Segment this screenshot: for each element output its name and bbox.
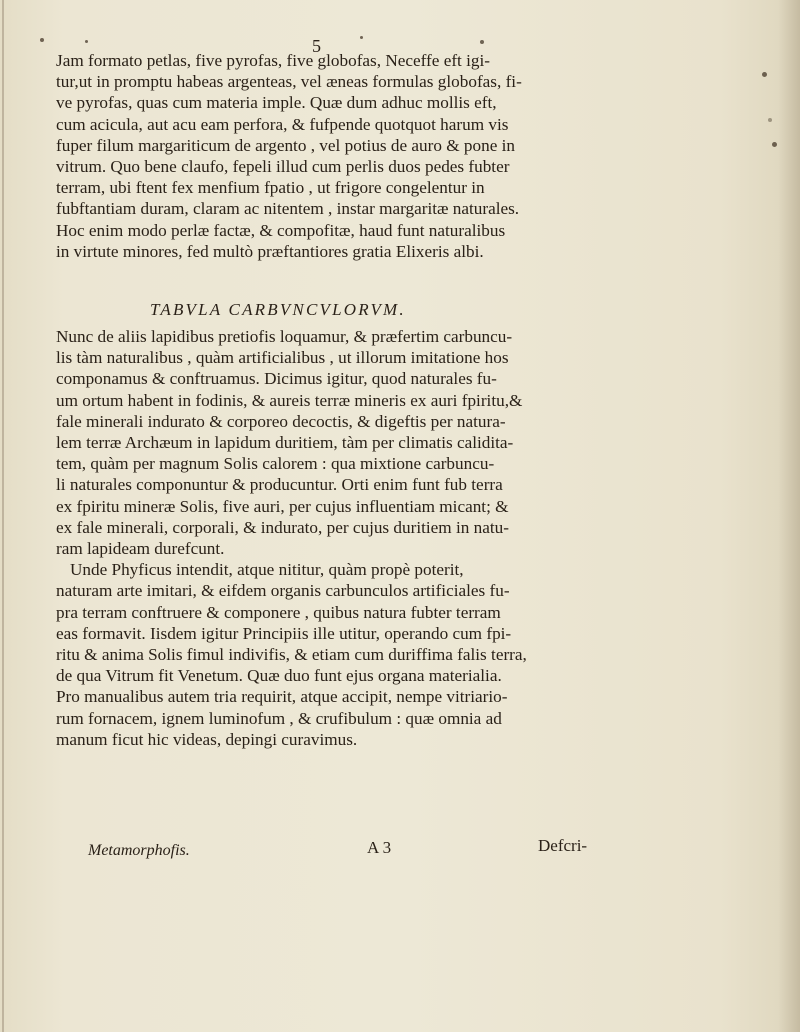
- text-line: fuper filum margariticum de argento , vel potius de auro & pone in: [56, 135, 516, 155]
- text-line: de qua Vitrum fit Venetum. Quæ duo funt ejus organa materialia.: [56, 666, 502, 686]
- ink-speck: [762, 72, 767, 77]
- catchword: Defcri-: [538, 836, 588, 855]
- ink-speck: [480, 40, 484, 44]
- text-line: lis tàm naturalibus , quàm artificialibus , ut illorum imitatione hos: [56, 348, 509, 368]
- page-edge-line: [2, 0, 4, 1032]
- text-line: terram, ubi ftent fex menfium fpatio , ut frigore congelentur in: [56, 178, 485, 198]
- text-line: naturam arte imitari, & eifdem organis carbunculos artificiales fu-: [56, 581, 510, 601]
- text-line: ve pyrofas, quas cum materia imple. Quæ dum adhuc mollis eft,: [56, 93, 497, 113]
- paragraph-carbuncles: [56, 326, 618, 750]
- text-line: ram lapideam durefcunt.: [56, 539, 225, 559]
- text-line: Jam formato petlas, five pyrofas, five globofas, Neceffe eft igi-: [56, 51, 490, 70]
- footer-signature: Metamorphofis.: [88, 842, 190, 859]
- text-line: Pro manualibus autem tria requirit, atque accipit, nempe vitriario-: [56, 687, 508, 707]
- ink-speck: [85, 40, 88, 43]
- ink-speck: [772, 142, 777, 147]
- text-line: tem, quàm per magnum Solis calorem : qua mixtione carbuncu-: [56, 454, 495, 474]
- text-line: um ortum habent in fodinis, & aureis terræ mineris ex auri fpiritu,&: [56, 390, 523, 410]
- text-line: componamus & conftruamus. Dicimus igitur, quod naturales fu-: [56, 369, 497, 389]
- text-line: ritu & anima Solis fimul indivifis, & etiam cum duriffima falis terra,: [56, 645, 527, 665]
- text-line: cum acicula, aut acu eam perfora, & fufpende quotquot harum vis: [56, 114, 509, 134]
- text-line: pra terram conftruere & componere , quibus natura fubter terram: [56, 602, 501, 622]
- ink-speck: [40, 38, 44, 42]
- text-line: fale minerali indurato & corporeo decoctis, & digeftis per natura-: [56, 411, 506, 431]
- text-line: Nunc de aliis lapidibus pretiofis loquamur, & præfertim carbuncu-: [56, 327, 513, 346]
- section-heading: TABVLA CARBVNCVLORVM.: [150, 300, 406, 319]
- text-line: lem terræ Archæum in lapidum duritiem, tàm per climatis calidita-: [56, 433, 514, 453]
- ink-speck: [360, 36, 363, 39]
- page-number: 5: [312, 36, 321, 56]
- paragraph-pearls: [56, 50, 616, 262]
- signature-mark: A 3: [367, 838, 392, 857]
- text-line: vitrum. Quo bene claufo, fepeli illud cum perlis duos pedes fubter: [56, 157, 510, 177]
- text-line: tur,ut in promptu habeas argenteas, vel æneas formulas globofas, fi-: [56, 72, 522, 92]
- page-edge-shadow: [778, 0, 800, 1032]
- text-line: li naturales componuntur & producuntur. Orti enim funt fub terra: [56, 475, 503, 495]
- text-line: manum ficut hic videas, depingi curavimus.: [56, 729, 358, 749]
- text-line: ex fale minerali, corporali, & indurato, per cujus duritiem in natu-: [56, 517, 509, 537]
- text-line: in virtute minores, fed multò præftantiores gratia Elixeris albi.: [56, 241, 484, 261]
- text-line: eas formavit. Iisdem igitur Principiis ille utitur, operando cum fpi-: [56, 623, 512, 643]
- ink-speck: [768, 118, 772, 122]
- text-line: Hoc enim modo perlæ factæ, & compofitæ, haud funt naturalibus: [56, 220, 506, 240]
- text-line: fubftantiam duram, claram ac nitentem , instar margaritæ naturales.: [56, 199, 520, 219]
- text-line: ex fpiritu mineræ Solis, five auri, per cujus influentiam micant; &: [56, 496, 509, 516]
- text-line: Unde Phyficus intendit, atque nititur, quàm propè poterit,: [70, 560, 464, 580]
- text-line: rum fornacem, ignem luminofum , & crufibulum : quæ omnia ad: [56, 708, 502, 728]
